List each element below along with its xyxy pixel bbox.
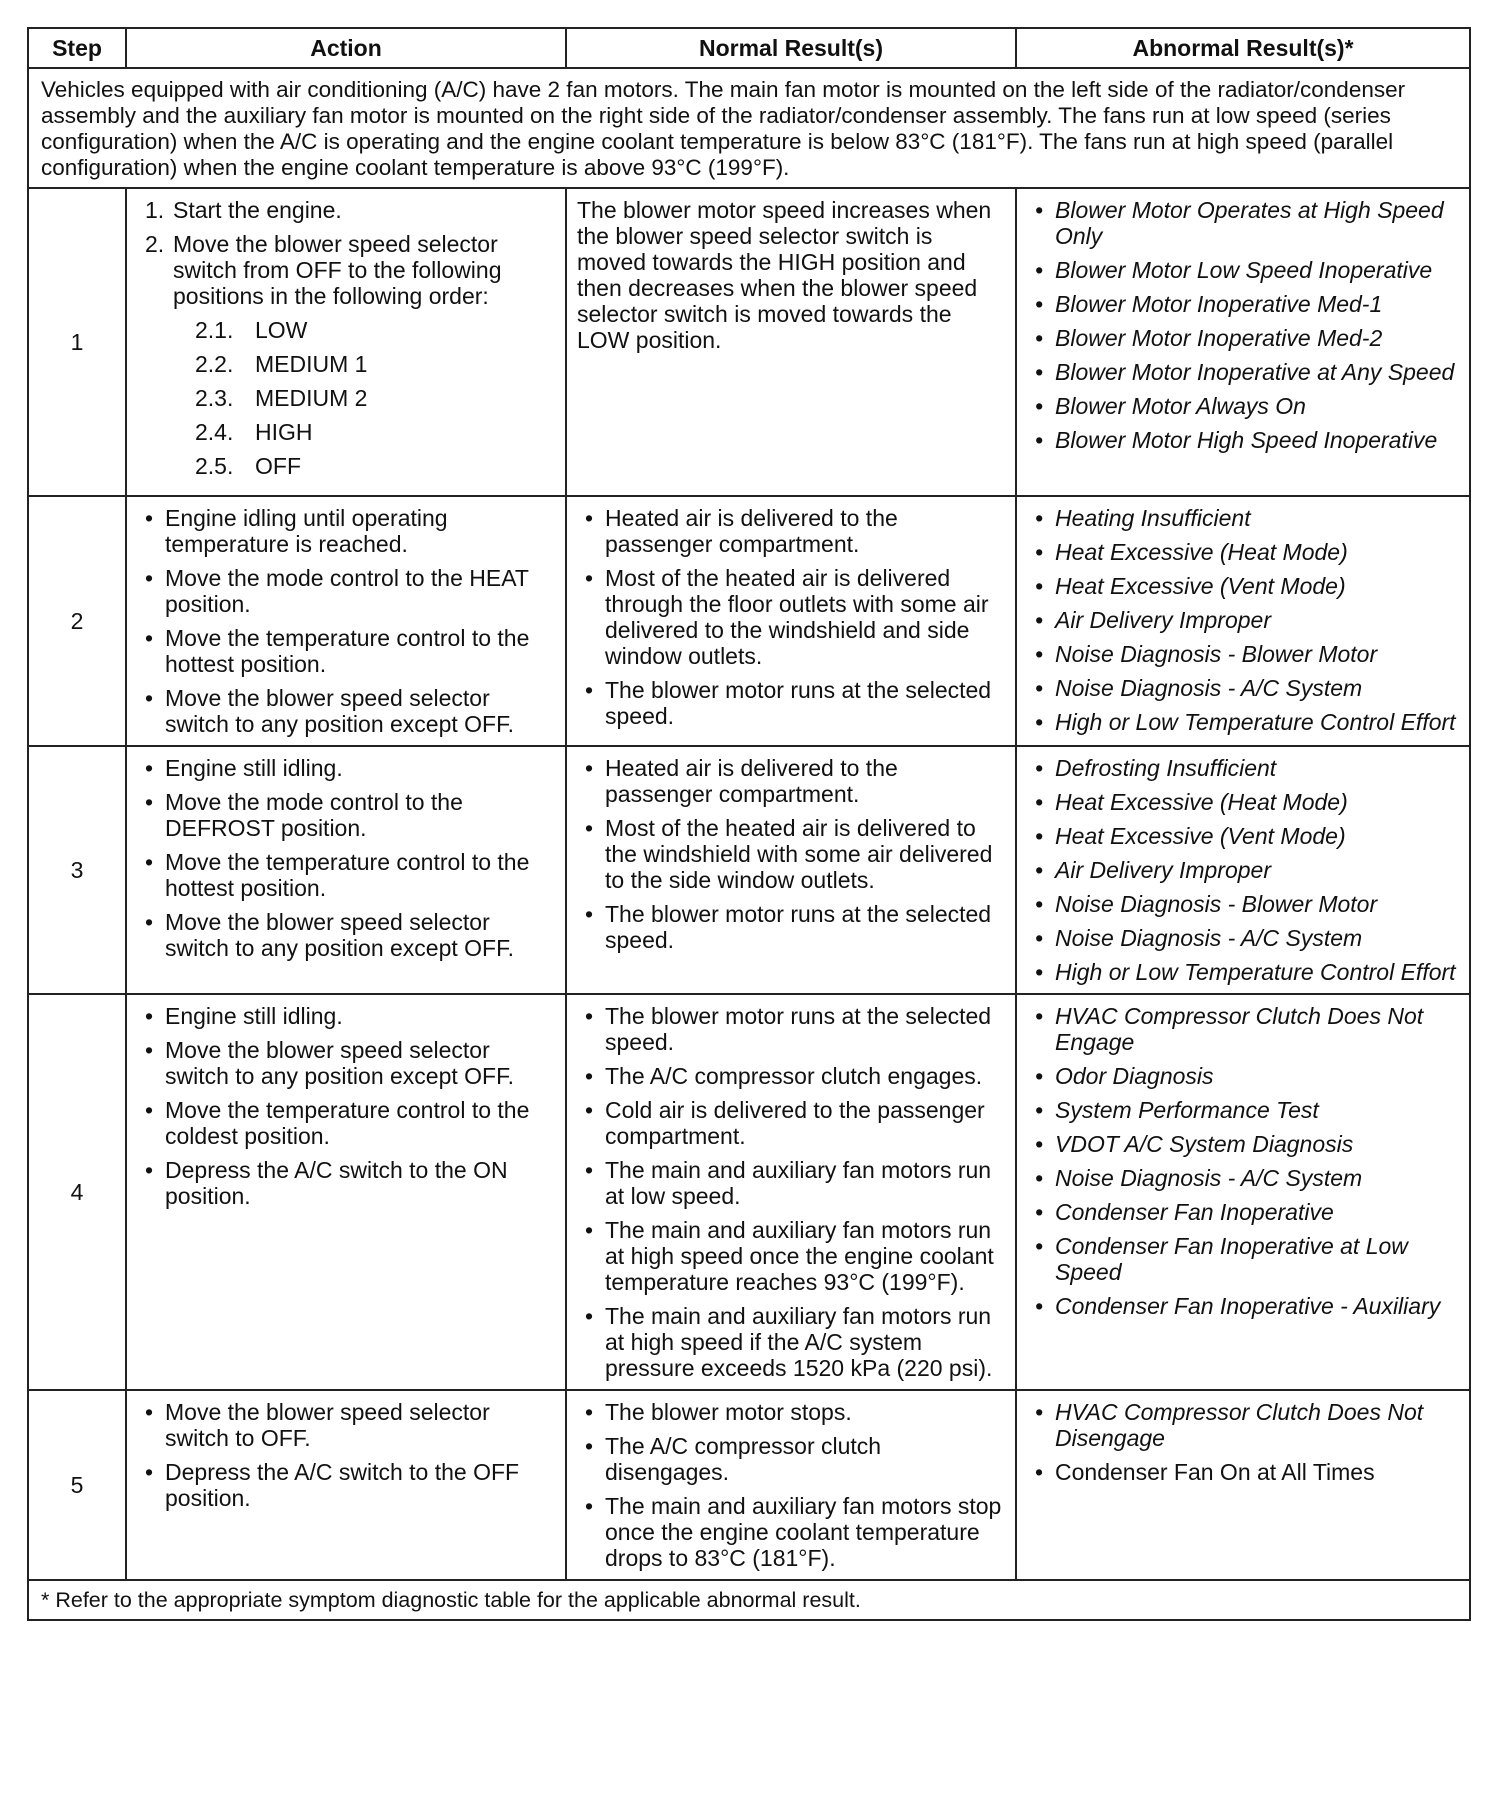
sub-item bbox=[195, 453, 555, 479]
sub-item bbox=[195, 385, 555, 411]
abnormal-list bbox=[1027, 1003, 1459, 1319]
step-number: 5 bbox=[28, 1390, 126, 1580]
abnormal-item: • Blower Motor Inoperative at Any Speed bbox=[1027, 359, 1459, 385]
item-text: OFF bbox=[255, 453, 301, 479]
abnormal-item: • Defrosting Insufficient bbox=[1027, 755, 1459, 781]
abnormal-item: • HVAC Compressor Clutch Does Not Disengage bbox=[1027, 1399, 1459, 1451]
action-cell bbox=[126, 1390, 566, 1580]
item-text: LOW bbox=[255, 317, 308, 343]
action-item: • Move the mode control to the DEFROST position. bbox=[137, 789, 555, 841]
abnormal-item: • Heating Insufficient bbox=[1027, 505, 1459, 531]
action-cell bbox=[126, 496, 566, 746]
header-abnormal-results: Abnormal Result(s)* bbox=[1016, 28, 1470, 68]
normal-item: • Cold air is delivered to the passenger compartment. bbox=[577, 1097, 1005, 1149]
item-number: 1. bbox=[145, 197, 165, 223]
abnormal-item: • Blower Motor Operates at High Speed Only bbox=[1027, 197, 1459, 249]
abnormal-item: • Noise Diagnosis - Blower Motor bbox=[1027, 891, 1459, 917]
action-item: • Engine idling until operating temperature is reached. bbox=[137, 505, 555, 557]
abnormal-item: • Air Delivery Improper bbox=[1027, 857, 1459, 883]
action-item: • Move the blower speed selector switch to OFF. bbox=[137, 1399, 555, 1451]
footnote: * Refer to the appropriate symptom diagnostic table for the applicable abnormal result. bbox=[28, 1580, 1470, 1620]
item-number: 2.2. bbox=[195, 351, 234, 377]
item-number: 2.5. bbox=[195, 453, 234, 479]
action-list bbox=[137, 1399, 555, 1511]
action-list bbox=[137, 1003, 555, 1209]
abnormal-item: • Noise Diagnosis - Blower Motor bbox=[1027, 641, 1459, 667]
normal-list bbox=[577, 755, 1005, 953]
abnormal-item: • Heat Excessive (Heat Mode) bbox=[1027, 789, 1459, 815]
step-number: 1 bbox=[28, 188, 126, 496]
abnormal-item: • Noise Diagnosis - A/C System bbox=[1027, 925, 1459, 951]
action-numbered-list bbox=[137, 197, 555, 479]
item-number: 2.1. bbox=[195, 317, 234, 343]
abnormal-item: • Noise Diagnosis - A/C System bbox=[1027, 1165, 1459, 1191]
sub-item bbox=[195, 419, 555, 445]
action-item: • Depress the A/C switch to the OFF position. bbox=[137, 1459, 555, 1511]
abnormal-cell bbox=[1016, 188, 1470, 496]
abnormal-cell bbox=[1016, 1390, 1470, 1580]
action-item bbox=[137, 231, 555, 479]
normal-item: • The blower motor stops. bbox=[577, 1399, 1005, 1425]
action-item: • Move the temperature control to the hottest position. bbox=[137, 849, 555, 901]
abnormal-item: • Blower Motor Low Speed Inoperative bbox=[1027, 257, 1459, 283]
abnormal-list bbox=[1027, 1399, 1459, 1485]
normal-cell bbox=[566, 1390, 1016, 1580]
abnormal-list bbox=[1027, 505, 1459, 735]
normal-item: • The blower motor runs at the selected speed. bbox=[577, 901, 1005, 953]
item-text: MEDIUM 2 bbox=[255, 385, 368, 411]
abnormal-item: • Condenser Fan Inoperative bbox=[1027, 1199, 1459, 1225]
normal-item: • Heated air is delivered to the passenger compartment. bbox=[577, 505, 1005, 557]
abnormal-item: • Blower Motor Always On bbox=[1027, 393, 1459, 419]
item-text: Start the engine. bbox=[173, 197, 342, 223]
normal-item: • Most of the heated air is delivered through the floor outlets with some air delivered to the windshield and side window outlets. bbox=[577, 565, 1005, 669]
item-number: 2. bbox=[145, 231, 165, 257]
abnormal-item: • Heat Excessive (Vent Mode) bbox=[1027, 573, 1459, 599]
step-row-3 bbox=[28, 746, 1470, 994]
action-item: • Move the temperature control to the hottest position. bbox=[137, 625, 555, 677]
item-text: Move the blower speed selector switch from OFF to the following positions in the following order: bbox=[173, 231, 502, 309]
item-text: MEDIUM 1 bbox=[255, 351, 368, 377]
header-row bbox=[28, 28, 1470, 68]
normal-item: • Most of the heated air is delivered to the windshield with some air delivered to the side window outlets. bbox=[577, 815, 1005, 893]
normal-item: • The A/C compressor clutch disengages. bbox=[577, 1433, 1005, 1485]
step-number: 2 bbox=[28, 496, 126, 746]
step-number: 4 bbox=[28, 994, 126, 1390]
action-list bbox=[137, 505, 555, 737]
action-item: • Move the mode control to the HEAT position. bbox=[137, 565, 555, 617]
diagnostic-table-sheet bbox=[27, 27, 1469, 1621]
normal-item: • The main and auxiliary fan motors run at low speed. bbox=[577, 1157, 1005, 1209]
abnormal-item: • High or Low Temperature Control Effort bbox=[1027, 709, 1459, 735]
abnormal-item: • Heat Excessive (Heat Mode) bbox=[1027, 539, 1459, 565]
abnormal-item: • Blower Motor Inoperative Med-2 bbox=[1027, 325, 1459, 351]
sub-item bbox=[195, 317, 555, 343]
abnormal-list bbox=[1027, 755, 1459, 985]
header-normal-results: Normal Result(s) bbox=[566, 28, 1016, 68]
action-cell bbox=[126, 746, 566, 994]
abnormal-cell bbox=[1016, 496, 1470, 746]
action-item: • Move the blower speed selector switch to any position except OFF. bbox=[137, 685, 555, 737]
action-item bbox=[137, 197, 555, 223]
action-item: • Move the temperature control to the coldest position. bbox=[137, 1097, 555, 1149]
normal-list bbox=[577, 1399, 1005, 1571]
abnormal-item: • HVAC Compressor Clutch Does Not Engage bbox=[1027, 1003, 1459, 1055]
item-number: 2.3. bbox=[195, 385, 234, 411]
action-cell bbox=[126, 188, 566, 496]
item-number: 2.4. bbox=[195, 419, 234, 445]
step-number: 3 bbox=[28, 746, 126, 994]
abnormal-item: • VDOT A/C System Diagnosis bbox=[1027, 1131, 1459, 1157]
action-item: • Move the blower speed selector switch to any position except OFF. bbox=[137, 909, 555, 961]
abnormal-cell bbox=[1016, 746, 1470, 994]
normal-item: • The main and auxiliary fan motors run at high speed once the engine coolant temperature reaches 93°C (199°F). bbox=[577, 1217, 1005, 1295]
normal-cell: The blower motor speed increases when the blower speed selector switch is moved towards the HIGH position and then decreases when the blower speed selector switch is moved towards the LOW position. bbox=[566, 188, 1016, 496]
action-item: • Move the blower speed selector switch to any position except OFF. bbox=[137, 1037, 555, 1089]
abnormal-item: • Heat Excessive (Vent Mode) bbox=[1027, 823, 1459, 849]
abnormal-item: • System Performance Test bbox=[1027, 1097, 1459, 1123]
action-sub-list bbox=[173, 317, 555, 479]
header-action: Action bbox=[126, 28, 566, 68]
diagnostic-table bbox=[27, 27, 1471, 1621]
intro-row bbox=[28, 68, 1470, 188]
abnormal-item: • Blower Motor Inoperative Med-1 bbox=[1027, 291, 1459, 317]
abnormal-item: • Blower Motor High Speed Inoperative bbox=[1027, 427, 1459, 453]
sub-item bbox=[195, 351, 555, 377]
step-row-5 bbox=[28, 1390, 1470, 1580]
abnormal-item: • Odor Diagnosis bbox=[1027, 1063, 1459, 1089]
item-text: HIGH bbox=[255, 419, 313, 445]
normal-cell bbox=[566, 994, 1016, 1390]
normal-item: • The main and auxiliary fan motors run at high speed if the A/C system pressure exceeds 1520 kPa (220 psi). bbox=[577, 1303, 1005, 1381]
step-row-1 bbox=[28, 188, 1470, 496]
abnormal-item: • Air Delivery Improper bbox=[1027, 607, 1459, 633]
abnormal-list bbox=[1027, 197, 1459, 453]
abnormal-item: • Condenser Fan On at All Times bbox=[1027, 1459, 1459, 1485]
abnormal-item: • High or Low Temperature Control Effort bbox=[1027, 959, 1459, 985]
intro-text: Vehicles equipped with air conditioning (A/C) have 2 fan motors. The main fan motor is mounted on the left side of the radiator/condenser assembly and the auxiliary fan motor is mounted on the right side of the radiator/condenser assembly. The fans run at low speed (series configuration) when the A/C is operating and the engine coolant temperature is below 83°C (181°F). The fans run at high speed (parallel configuration) when the engine coolant temperature is above 93°C (199°F). bbox=[28, 68, 1470, 188]
abnormal-item: • Condenser Fan Inoperative at Low Speed bbox=[1027, 1233, 1459, 1285]
normal-item: • The A/C compressor clutch engages. bbox=[577, 1063, 1005, 1089]
action-cell bbox=[126, 994, 566, 1390]
abnormal-cell bbox=[1016, 994, 1470, 1390]
normal-list bbox=[577, 1003, 1005, 1381]
normal-item: • The blower motor runs at the selected speed. bbox=[577, 677, 1005, 729]
normal-list bbox=[577, 505, 1005, 729]
abnormal-item: • Noise Diagnosis - A/C System bbox=[1027, 675, 1459, 701]
action-item: • Engine still idling. bbox=[137, 755, 555, 781]
normal-cell bbox=[566, 496, 1016, 746]
action-item: • Engine still idling. bbox=[137, 1003, 555, 1029]
normal-item: • The blower motor runs at the selected speed. bbox=[577, 1003, 1005, 1055]
normal-cell bbox=[566, 746, 1016, 994]
action-item: • Depress the A/C switch to the ON position. bbox=[137, 1157, 555, 1209]
step-row-2 bbox=[28, 496, 1470, 746]
step-row-4 bbox=[28, 994, 1470, 1390]
footnote-row bbox=[28, 1580, 1470, 1620]
action-list bbox=[137, 755, 555, 961]
abnormal-item: • Condenser Fan Inoperative - Auxiliary bbox=[1027, 1293, 1459, 1319]
normal-item: • Heated air is delivered to the passenger compartment. bbox=[577, 755, 1005, 807]
header-step: Step bbox=[28, 28, 126, 68]
normal-item: • The main and auxiliary fan motors stop once the engine coolant temperature drops to 83°C (181°F). bbox=[577, 1493, 1005, 1571]
